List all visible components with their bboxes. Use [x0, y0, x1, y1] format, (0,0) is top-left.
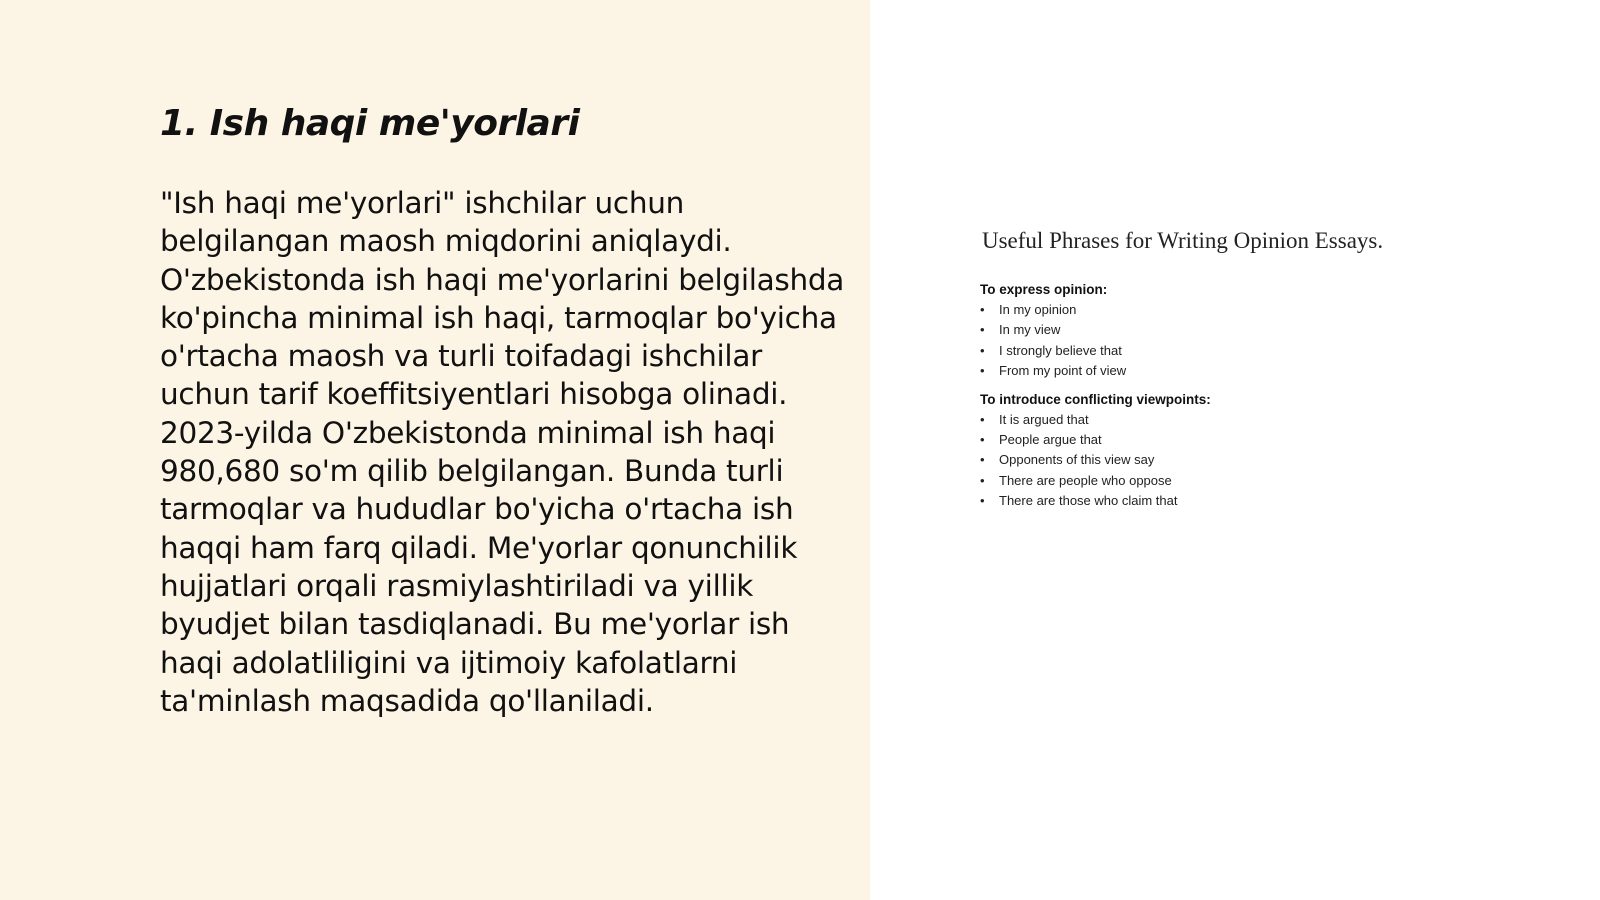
phrase-text: There are those who claim that: [999, 493, 1178, 509]
phrase-text: There are people who oppose: [999, 472, 1172, 488]
phrase-item: [980, 361, 1500, 381]
bullet-icon: •: [980, 363, 985, 379]
section-heading: To introduce conflicting viewpoints:: [980, 391, 1211, 407]
phrase-item: [980, 471, 1500, 491]
section-heading: To express opinion:: [980, 282, 1108, 297]
phrase-item: [980, 450, 1500, 470]
phrase-item: [980, 491, 1500, 511]
bullet-icon: •: [980, 322, 985, 338]
phrase-text: People argue that: [999, 432, 1102, 448]
phrase-list: [980, 410, 1500, 512]
right-panel: [870, 0, 1600, 900]
phrase-item: [980, 341, 1500, 361]
bullet-icon: •: [980, 432, 985, 448]
phrase-item: [980, 430, 1500, 450]
phrase-text: It is argued that: [999, 411, 1089, 427]
phrase-list: [980, 300, 1500, 382]
phrase-text: I strongly believe that: [999, 342, 1122, 358]
bullet-icon: •: [980, 493, 985, 509]
bullet-icon: •: [980, 452, 985, 468]
phrases-section-conflicting: [980, 392, 1500, 512]
phrase-item: [980, 320, 1500, 340]
phrases-section-opinion: [980, 282, 1500, 382]
bullet-icon: •: [980, 342, 985, 358]
phrase-item: [980, 300, 1500, 320]
phrase-text: In my opinion: [999, 302, 1077, 317]
phrase-item: [980, 410, 1500, 430]
phrase-text: Opponents of this view say: [999, 452, 1155, 468]
bullet-icon: •: [980, 472, 985, 488]
phrase-text: In my view: [999, 322, 1061, 338]
bullet-icon: •: [980, 411, 985, 427]
bullet-icon: •: [980, 302, 985, 317]
phrases-title: Useful Phrases for Writing Opinion Essays.: [982, 228, 1384, 253]
slide-body-text: "Ish haqi me'yorlari" ishchilar uchun belgilangan maosh miqdorini aniqlaydi. O'zbekistonda ish haqi me'yorlarini belgilashda ko'pincha minimal ish haqi, tarmoqlar bo'yicha o'rtacha maosh va turli toifadagi ishchilar uchun tarif koeffitsiyentlari hisobga olinadi. 2023-yilda O'zbekistonda minimal ish haqi 980,680 so'm qilib belgilangan. Bunda turli tarmoqlar va hududlar bo'yicha o'rtacha ish haqqi ham farq qiladi. Me'yorlar qonunchilik hujjatlari orqali rasmiylashtiriladi va yillik byudjet bilan tasdiqlanadi. Bu me'yorlar ish haqi adolatliligini va ijtimoiy kafolatlarni ta'minlash maqsadida qo'llaniladi.: [160, 186, 845, 718]
slide-title: 1. Ish haqi me'yorlari: [160, 103, 580, 144]
phrase-text: From my point of view: [999, 363, 1127, 379]
useful-phrases-image: [980, 228, 1500, 522]
